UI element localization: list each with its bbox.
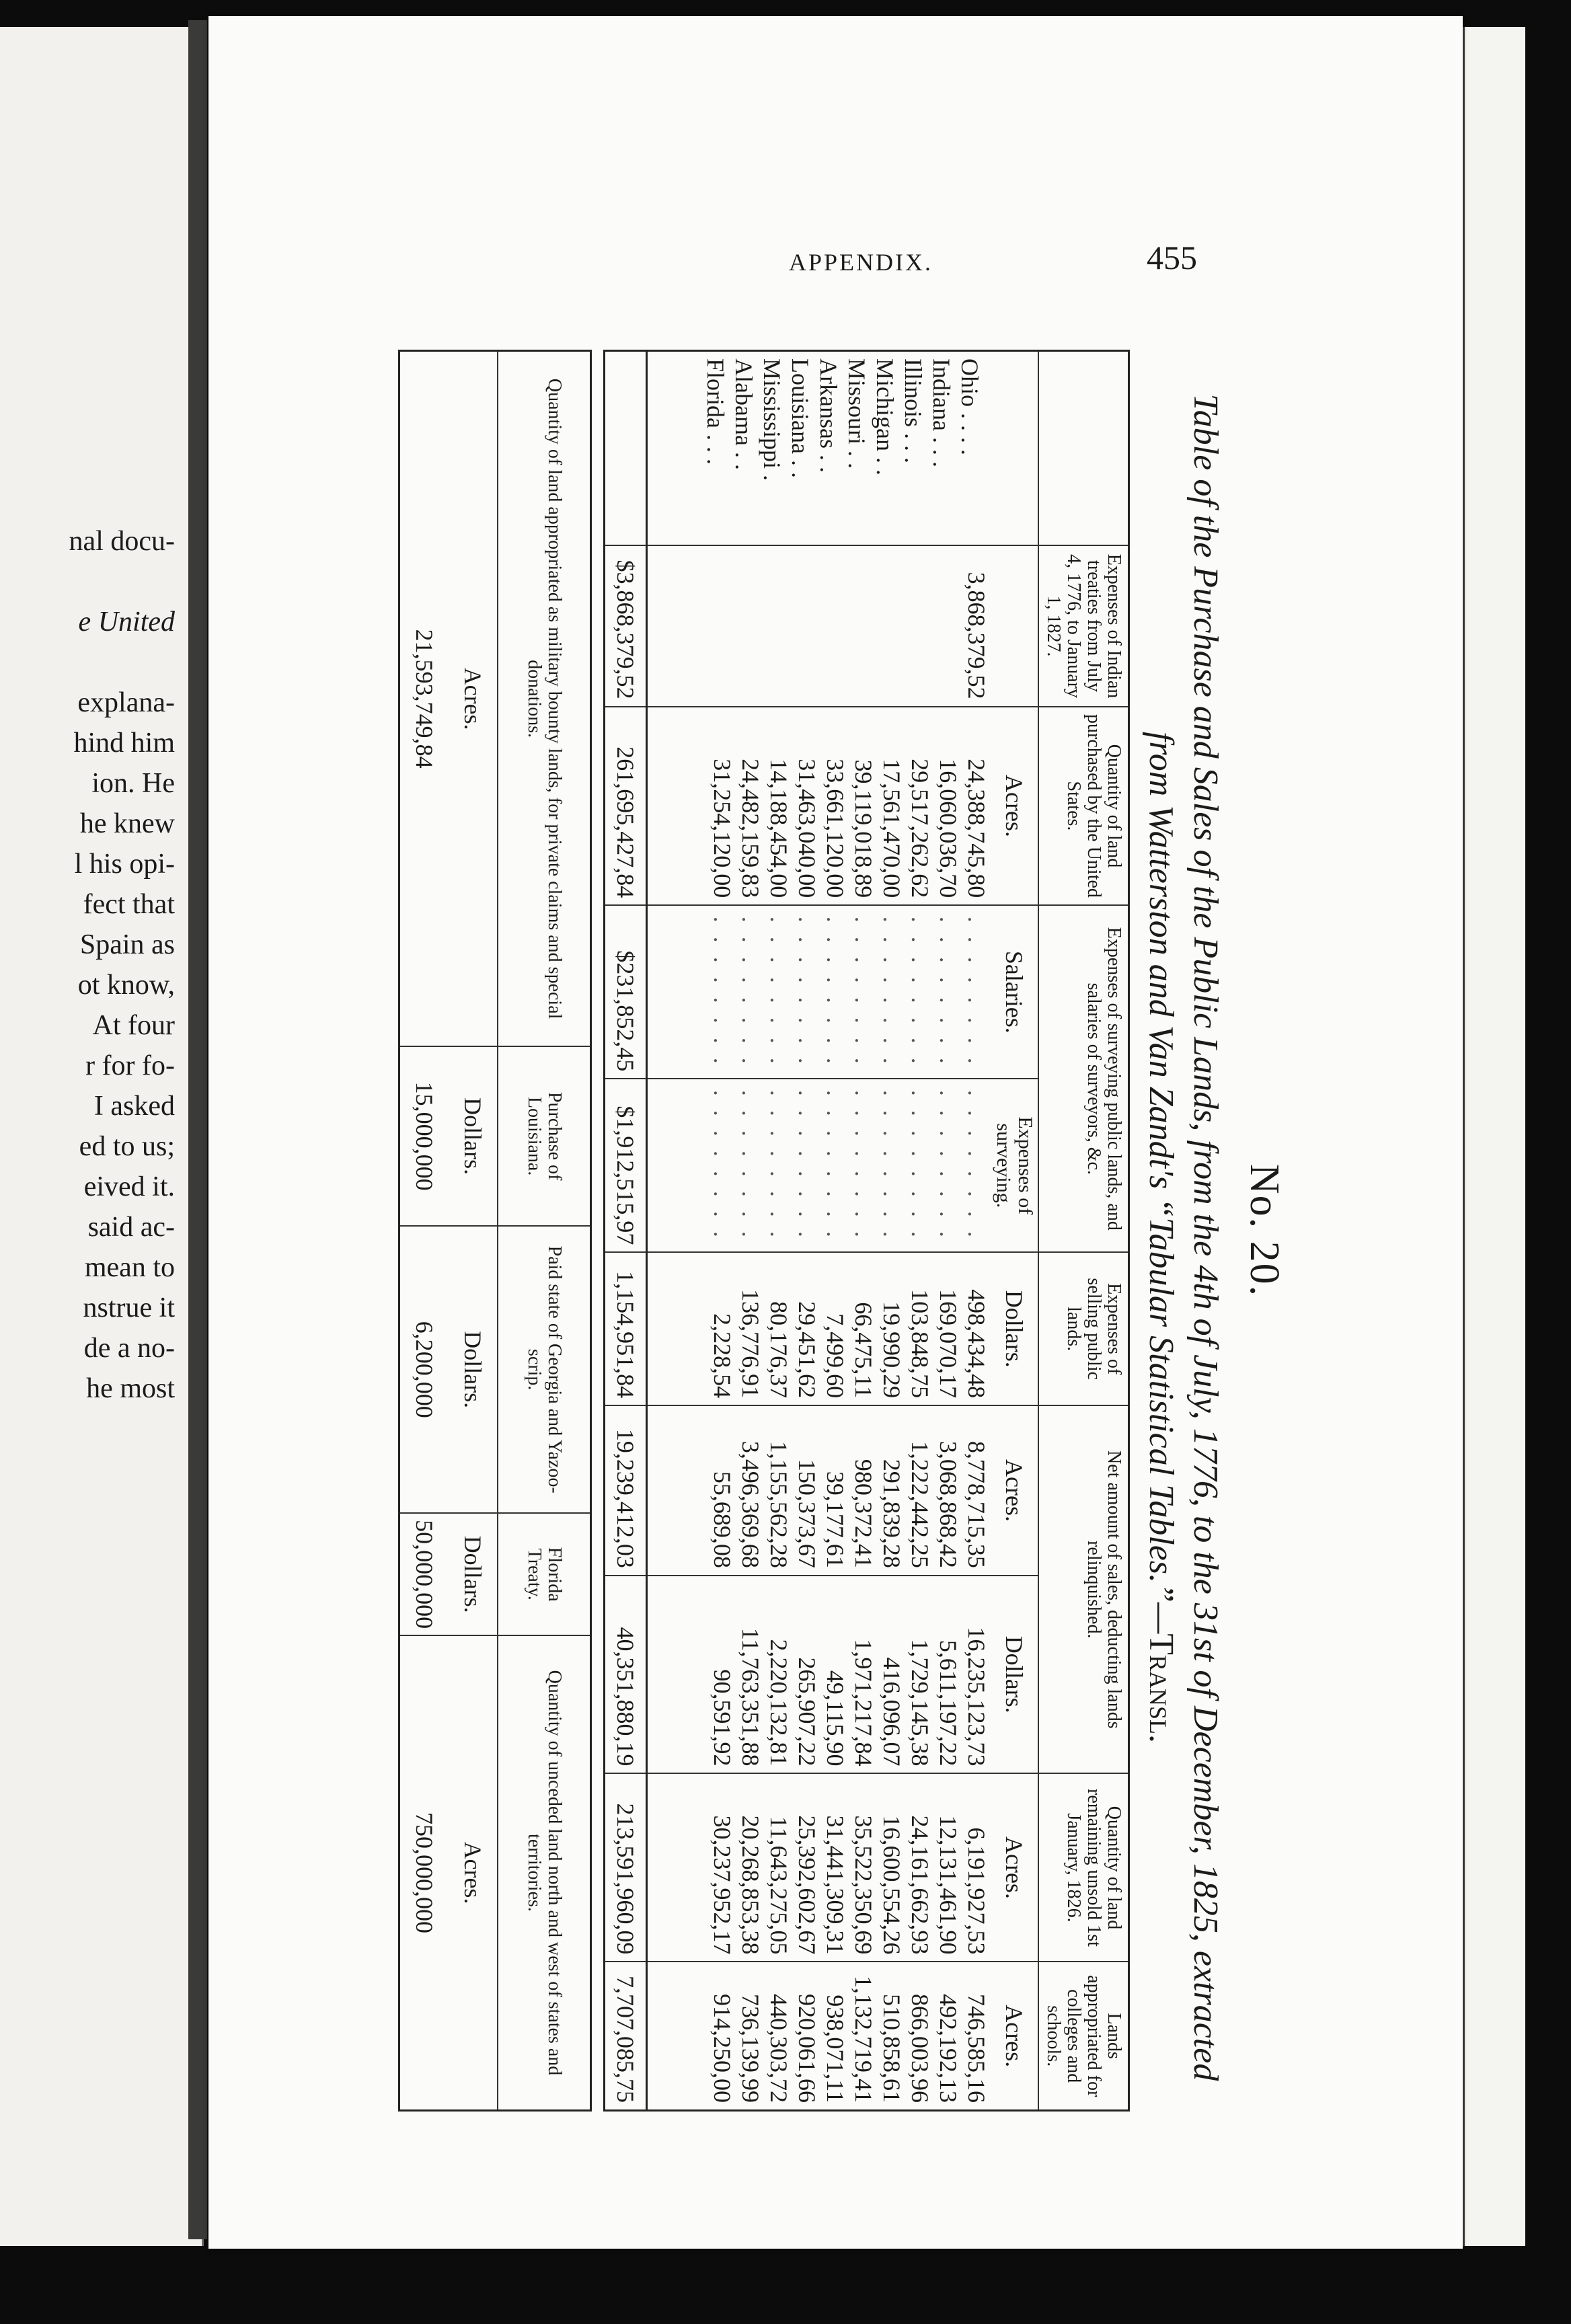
selling-expenses-column bbox=[647, 1252, 991, 1405]
table2-value: 6,200,000 bbox=[399, 1226, 449, 1513]
table-cell: 510,858,61 bbox=[878, 1994, 905, 2103]
table-cell: 3,068,868,42 bbox=[935, 1440, 962, 1568]
left-page-line: ed to us; bbox=[79, 1131, 175, 1162]
table-cell: Michigan . . bbox=[872, 358, 898, 475]
left-page bbox=[0, 27, 204, 2246]
document-number: No. 20. bbox=[1241, 1163, 1287, 1298]
table-cell: 5,611,197,22 bbox=[935, 1639, 962, 1767]
left-page-line bbox=[0, 561, 175, 602]
table-cell: 7,499,60 bbox=[822, 1313, 849, 1399]
table-cell: 31,441,309,31 bbox=[822, 1815, 849, 1955]
left-page-line: mean to bbox=[84, 1252, 175, 1283]
left-page-line: I asked bbox=[93, 1091, 175, 1122]
table-cell: Ohio . . . . bbox=[956, 358, 983, 455]
left-page-line: hind him bbox=[73, 728, 175, 759]
left-page-line: nal docu- bbox=[69, 526, 175, 557]
table1-header-row bbox=[1038, 351, 1129, 2111]
book-gutter bbox=[188, 20, 207, 2239]
table1-col-header-8: Quantity of land remaining unsold 1st January, 1826. bbox=[1038, 1773, 1129, 1962]
table-cell: 1,132,719,41 bbox=[850, 1976, 877, 2103]
table-cell: Alabama . . bbox=[730, 358, 757, 470]
table2-header: Quantity of land appropriated as military bounty lands, for private claims and special donations. bbox=[498, 351, 591, 1047]
table1-col-header-9: Lands appropriated for colleges and schools. bbox=[1038, 1962, 1129, 2110]
total-cell: $3,868,379,52 bbox=[605, 545, 647, 706]
table-cell: 291,839,28 bbox=[878, 1459, 905, 1568]
indian-treaties-column bbox=[647, 545, 991, 706]
table-cell: 90,591,92 bbox=[709, 1669, 736, 1767]
table-cell: 14,188,454,00 bbox=[765, 759, 792, 898]
table-cell: 24,388,745,80 bbox=[963, 759, 990, 898]
table-cell: Illinois . . . bbox=[900, 358, 927, 464]
running-title: APPENDIX. bbox=[788, 249, 933, 276]
left-page-line: said ac- bbox=[87, 1212, 175, 1243]
table2-unit: Acres. bbox=[449, 1635, 498, 2111]
table-cell: 49,115,90 bbox=[822, 1670, 849, 1767]
table-cell: Mississippi . bbox=[759, 358, 786, 481]
left-page-line: At four bbox=[92, 1010, 175, 1041]
table-cell: 103,848,75 bbox=[907, 1289, 933, 1399]
unsold-acres-column bbox=[647, 1773, 991, 1962]
table-cell: 2,220,132,81 bbox=[765, 1639, 792, 1767]
table-cell: 1,729,145,38 bbox=[907, 1639, 933, 1767]
left-page-line: explana- bbox=[77, 687, 175, 718]
table-cell: 31,254,120,00 bbox=[709, 759, 736, 898]
left-page-line: fect that bbox=[83, 889, 175, 920]
table-cell: 35,522,350,69 bbox=[850, 1815, 877, 1955]
table1-col-header-3: Expenses of surveying public lands, and salaries of surveyors, &c. bbox=[1038, 905, 1129, 1252]
table2-values-row bbox=[399, 351, 449, 2111]
table2-unit: Dollars. bbox=[449, 1226, 498, 1513]
table-cell: 12,131,461,90 bbox=[935, 1815, 962, 1955]
table-cell: 66,475,11 bbox=[850, 1302, 877, 1399]
table-cell: 39,119,018,89 bbox=[850, 759, 877, 898]
table-cell: 20,268,853,38 bbox=[737, 1815, 764, 1955]
caption-transl: Transl. bbox=[1142, 1633, 1180, 1744]
table1-col-header-2: Quantity of land purchased by the United States. bbox=[1038, 707, 1129, 906]
left-page-line: ot know, bbox=[77, 970, 175, 1001]
table-cell: Arkansas . . bbox=[815, 358, 842, 473]
left-page-line: he most bbox=[86, 1373, 175, 1404]
table-cell: 169,070,17 bbox=[935, 1289, 962, 1399]
col-header-surveying: Expenses of surveying. bbox=[991, 1079, 1038, 1252]
table-cell: 3,868,379,52 bbox=[963, 572, 990, 699]
table-cell: 920,061,66 bbox=[794, 1994, 820, 2103]
rotated-table-block bbox=[212, 350, 1308, 2112]
table-cell: 16,600,554,26 bbox=[878, 1815, 905, 1955]
table-cell: 1,222,442,25 bbox=[907, 1440, 933, 1568]
table2-value: 50,000,000 bbox=[399, 1513, 449, 1635]
table-cell: 3,496,369,68 bbox=[737, 1440, 764, 1568]
unit-cell: Acres. bbox=[991, 707, 1038, 906]
sales-dollars-column bbox=[647, 1576, 991, 1774]
table2-header: Paid state of Georgia and Yazoo-scrip. bbox=[498, 1226, 591, 1513]
left-page-line: de a no- bbox=[83, 1333, 175, 1364]
left-page-line: nstrue it bbox=[83, 1292, 175, 1323]
table-cell: 39,177,61 bbox=[822, 1471, 849, 1568]
unit-cell: Acres. bbox=[991, 1962, 1038, 2110]
table1-col-header-0 bbox=[1038, 351, 1129, 546]
unit-cell: Dollars. bbox=[991, 1252, 1038, 1405]
sales-acres-column bbox=[647, 1405, 991, 1576]
table1-totals-row bbox=[605, 351, 647, 2111]
table-cell: 11,643,275,05 bbox=[765, 1816, 792, 1955]
total-cell: 213,591,960,09 bbox=[605, 1773, 647, 1962]
table-cell: 29,451,62 bbox=[794, 1301, 820, 1399]
unit-cell: Dollars. bbox=[991, 1576, 1038, 1774]
table-cell: 8,778,715,35 bbox=[963, 1440, 990, 1568]
total-cell bbox=[605, 351, 647, 546]
unit-cell bbox=[991, 351, 1038, 546]
table-cell: 746,585,16 bbox=[963, 1994, 990, 2103]
table1-col-header-5: Expenses of selling public lands. bbox=[1038, 1252, 1129, 1405]
table-cell: 498,434,48 bbox=[963, 1289, 990, 1399]
table-cell: 29,517,262,62 bbox=[907, 759, 933, 898]
table-cell: 6,191,927,53 bbox=[963, 1827, 990, 1955]
table-cell: 265,907,22 bbox=[794, 1657, 820, 1767]
table-cell: 30,237,952,17 bbox=[709, 1815, 736, 1955]
table1-body-row bbox=[647, 351, 991, 2111]
table2-unit: Dollars. bbox=[449, 1513, 498, 1635]
table-cell: 150,373,67 bbox=[794, 1459, 820, 1568]
land-purchased-column bbox=[647, 707, 991, 906]
table-cell: 31,463,040,00 bbox=[794, 759, 820, 898]
table2-value: 750,000,000 bbox=[399, 1635, 449, 2111]
left-page-line: r for fo- bbox=[85, 1050, 175, 1081]
table-cell: 416,096,07 bbox=[878, 1657, 905, 1767]
table-cell: 914,250,00 bbox=[709, 1994, 736, 2103]
left-page-line: he knew bbox=[79, 808, 175, 839]
total-cell: 40,351,880,19 bbox=[605, 1576, 647, 1774]
table-cell: 2,228,54 bbox=[709, 1313, 736, 1399]
table1-units-row bbox=[991, 351, 1038, 2111]
total-cell: 261,695,427,84 bbox=[605, 707, 647, 906]
salaries-column: . . . . . . . . . . . . . . . . . . . . . . . . . . . . . . . . . . . . . . . . . . . . . . . . . . . . . . . . . . . . . . . . . . . . . . . . . . . . . . . . bbox=[647, 905, 991, 1079]
table-cell: 16,235,123,73 bbox=[963, 1627, 990, 1767]
total-cell: $1,912,515,97 bbox=[605, 1079, 647, 1252]
left-page-line: ion. He bbox=[91, 768, 175, 799]
left-page-line: l his opi- bbox=[74, 849, 175, 880]
unit-cell: Acres. bbox=[991, 1773, 1038, 1962]
land-acquisition-table bbox=[398, 350, 592, 2112]
table-cell: 33,661,120,00 bbox=[822, 759, 849, 898]
public-lands-table bbox=[603, 350, 1130, 2112]
table-cell: 440,303,72 bbox=[765, 1994, 792, 2103]
left-page-text bbox=[0, 521, 175, 1409]
table2-header: Quantity of unceded land north and west of states and territories. bbox=[498, 1635, 591, 2111]
table-cell: 24,482,159,83 bbox=[737, 759, 764, 898]
left-page-line: e United bbox=[78, 607, 175, 637]
table-cell: 17,561,470,00 bbox=[878, 759, 905, 898]
unit-cell bbox=[991, 545, 1038, 706]
table-cell: 1,155,562,28 bbox=[765, 1440, 792, 1568]
table1-col-header-6: Net amount of sales, deducting lands relinquished. bbox=[1038, 1405, 1129, 1773]
table2-unit: Acres. bbox=[449, 351, 498, 1047]
table2-units-row bbox=[449, 351, 498, 2111]
left-page-line: Spain as bbox=[79, 929, 175, 960]
table-cell: 25,392,602,67 bbox=[794, 1815, 820, 1955]
table-cell: 492,192,13 bbox=[935, 1994, 962, 2103]
caption-main: Table of the Purchase and Sales of the Public Lands, from the 4th of July, 1776, to the 31st of December, 1825, extracted from Watterston and Van Zandt's “Tabular Statistical Tables.”— bbox=[1142, 393, 1225, 2081]
table-cell: 980,372,41 bbox=[850, 1459, 877, 1568]
table-cell: 11,763,351,88 bbox=[737, 1627, 764, 1767]
total-cell: 19,239,412,03 bbox=[605, 1405, 647, 1576]
table-cell: Florida . . . bbox=[702, 358, 729, 465]
table-cell: 19,990,29 bbox=[878, 1301, 905, 1399]
table-cell: 938,071,11 bbox=[822, 1994, 849, 2103]
total-cell: 7,707,085,75 bbox=[605, 1962, 647, 2110]
unit-cell: Salaries. bbox=[991, 905, 1038, 1079]
table2-unit: Dollars. bbox=[449, 1046, 498, 1226]
schools-acres-column bbox=[647, 1962, 991, 2110]
table-cell: 736,139,99 bbox=[737, 1994, 764, 2103]
table-cell: Missouri . . bbox=[843, 358, 870, 469]
table-cell: 80,176,37 bbox=[765, 1301, 792, 1399]
table2-header: Florida Treaty. bbox=[498, 1513, 591, 1635]
table-cell: 24,161,662,93 bbox=[907, 1815, 933, 1955]
total-cell: 1,154,951,84 bbox=[605, 1252, 647, 1405]
table-cell: 866,003,96 bbox=[907, 1994, 933, 2103]
left-page-line: eived it. bbox=[83, 1171, 175, 1202]
table1-col-header-1: Expenses of Indian treaties from July 4, 1776, to January 1, 1827. bbox=[1038, 545, 1129, 706]
next-page-edge bbox=[1463, 27, 1525, 2246]
table-cell: 1,971,217,84 bbox=[850, 1639, 877, 1767]
page-number: 455 bbox=[1147, 239, 1197, 276]
table-cell: Indiana . . . bbox=[928, 358, 955, 467]
left-page-line bbox=[0, 642, 175, 683]
table-cell: 55,689,08 bbox=[709, 1471, 736, 1568]
table-cell: 136,776,91 bbox=[737, 1289, 764, 1399]
table2-header-row bbox=[498, 351, 591, 2111]
table2-header: Purchase of Louisiana. bbox=[498, 1046, 591, 1226]
table-cell: 16,060,036,70 bbox=[935, 759, 962, 898]
table-cell: Louisiana . . bbox=[787, 358, 814, 478]
surveying-column: . . . . . . . . . . . . . . . . . . . . . . . . . . . . . . . . . . . . . . . . . . . . . . . . . . . . . . . . . . . . . . . . . . . . . . . . . . . . . . . . bbox=[647, 1079, 991, 1252]
table2-value: 15,000,000 bbox=[399, 1046, 449, 1226]
unit-cell: Acres. bbox=[991, 1405, 1038, 1576]
table-caption bbox=[1139, 377, 1227, 2098]
table2-value: 21,593,749,84 bbox=[399, 351, 449, 1047]
states-column bbox=[647, 351, 991, 546]
total-cell: $231,852,45 bbox=[605, 905, 647, 1079]
